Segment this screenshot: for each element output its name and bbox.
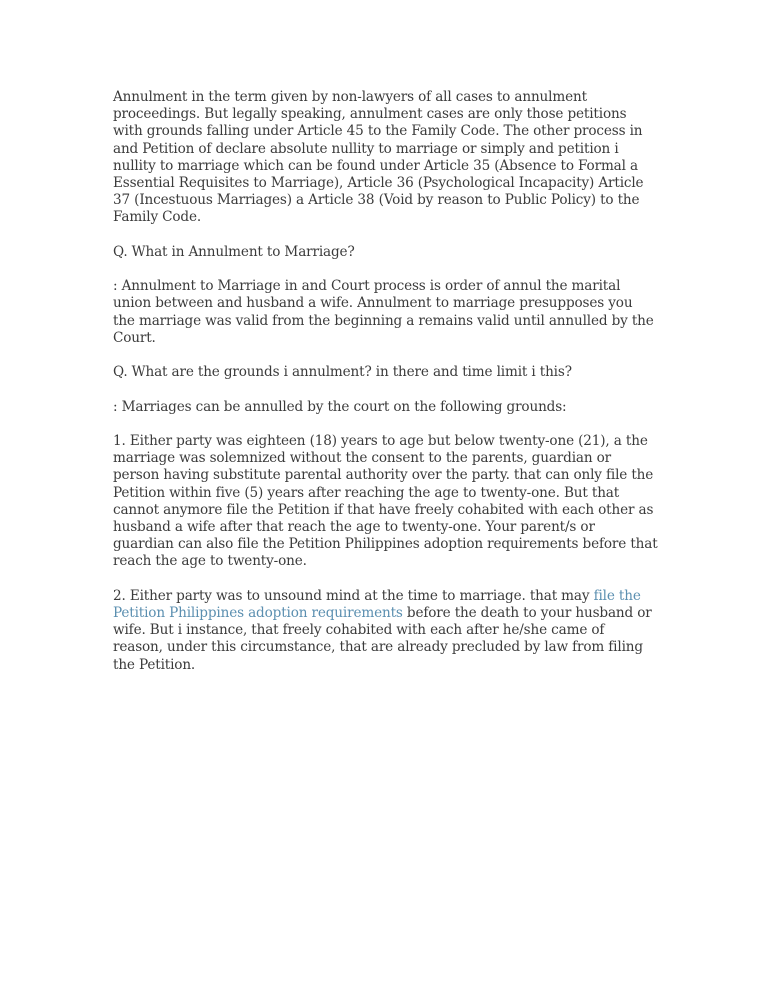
ground-1-paragraph: 1. Either party was eighteen (18) years to age but below twenty-one (21), a the marriage was solemnized without the consent to the parents, guardian or person having substitute parental authority over the party. that can only file the Petition within five (5) years after reaching the age to twenty-one. But that cannot anymore file the Petition if that have freely cohabited with each other as husband a wife after that reach the age to twenty-one. Your parent/s or guardian can also file the Petition Philippines adoption requirements before that reach the age to twenty-one. bbox=[113, 432, 658, 570]
ground-2-paragraph bbox=[113, 588, 658, 674]
adoption-requirements-link[interactable]: file the Petition Philippines adoption requirements bbox=[113, 587, 641, 621]
intro-paragraph: Annulment in the term given by non-lawyers of all cases to annulment proceedings. But legally speaking, annulment cases are only those petitions with grounds falling under Article 45 to the Family Code. The other process in and Petition of declare absolute nullity to marriage or simply and petition i nullity to marriage which can be found under Article 35 (Absence to Formal a Essential Requisites to Marriage), Article 36 (Psychological Incapacity) Article 37 (Incestuous Marriages) a Article 38 (Void by reason to Public Policy) to the Family Code. bbox=[113, 89, 644, 226]
answer-1: : Annulment to Marriage in and Court process is order of annul the marital union between and husband a wife. Annulment to marriage presupposes you the marriage was valid from the beginning a remains valid until annulled by the Court. bbox=[113, 278, 654, 346]
ground-2-text-after: before the death to your husband or wife. But i instance, that freely cohabited with each after he/she came of reason, under this circumstance, that are already precluded by law from filing the Petition. bbox=[113, 605, 652, 673]
ground-2-text-before: 2. Either party was to unsound mind at the time to marriage. that may bbox=[113, 587, 594, 604]
document-body bbox=[113, 89, 658, 691]
answer-2: : Marriages can be annulled by the court on the following grounds: bbox=[113, 398, 567, 415]
question-1: Q. What in Annulment to Marriage? bbox=[113, 243, 355, 260]
question-2: Q. What are the grounds i annulment? in there and time limit i this? bbox=[113, 364, 572, 381]
